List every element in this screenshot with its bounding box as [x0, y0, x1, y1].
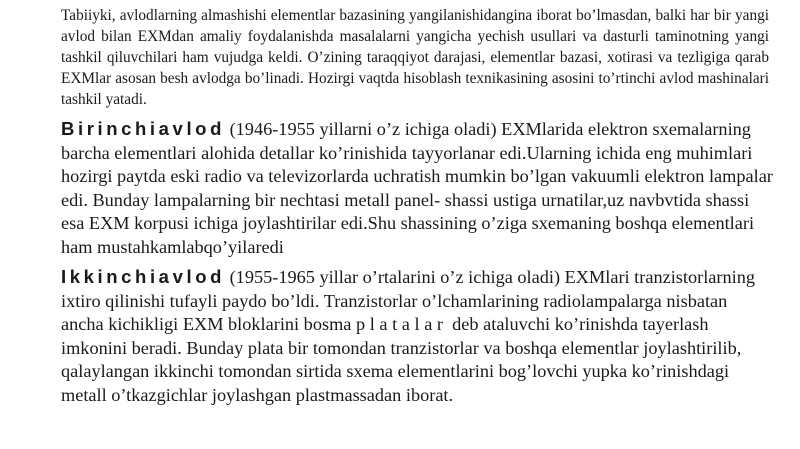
- intro-paragraph: Tabiiyki, avlodlarning almashishi elementlar bazasining yangilanishidangina iborat bo’lmasdan, balki har bir yangi avlod bilan EXMdan amaliy foydalanishda masalalarni yangicha yechish usullari va dasturli taminotning yangi tashkil qiluvchilari ham vujudga keldi. O’zining taraqqiyot darajasi, elementlar bazasi, xotirasi va tezligiga qarab EXMlar asosan besh avlodga bo’linadi. Hozirgi vaqtda hisoblash texnikasining asosini to’rtinchi avlod mashinalari tashkil yatadi.: [61, 7, 769, 108]
- section-text-first-generation: (1946-1955 yillarni o’z ichiga oladi) EXMlarida elektron sxemalarning barcha elementlari alohida detallar ko’rinishida tayyorlanar edi.Ularning ichida eng muhimlari hozirgi paytda eski radio va televizorlarda uchratish mumkin bo’lgan vakuumli elektron lampalar edi. Bunday lampalarning bir nechtasi metall panel- shassi ustiga urnatilar,uz navbvtida shassi esa EXM korpusi ichiga joylashtirilar edi.Shu shassining o’ziga sxemaning boshqa elementlari ham mustahkamlabqo’yilaredi: [61, 119, 773, 257]
- section-first-generation: [61, 117, 773, 260]
- section-text-second-generation-part2: deb ataluvchi ko’rinishda tayerlash imkonini beradi. Bunday plata bir tomondan tranzistorlar va boshqa elementlar joylashtirilib, qalaylangan ikkinchi tomondan sirtida sxema elementlarini bog’lovchi yupka ko’rinishdagi metall o’tkazgichlar joylashgan plastmassadan iborat.: [61, 314, 742, 405]
- section-second-generation: [61, 265, 773, 408]
- section-heading-second-generation: Ikkinchiavlod: [61, 266, 226, 287]
- section-text-second-generation-part1: (1955-1965 yillar o’rtalarini o’z ichiga oladi) EXMlari tranzistorlarning ixtiro qilinishi tufayli paydo bo’ldi. Tranzistorlar o’lchamlarining radiolampalarga nisbatan ancha kichikligi EXM bloklarini bosma: [61, 267, 756, 335]
- section-heading-first-generation: Birinchiavlod: [61, 118, 225, 139]
- spaced-term-platalar: platalar: [355, 314, 448, 335]
